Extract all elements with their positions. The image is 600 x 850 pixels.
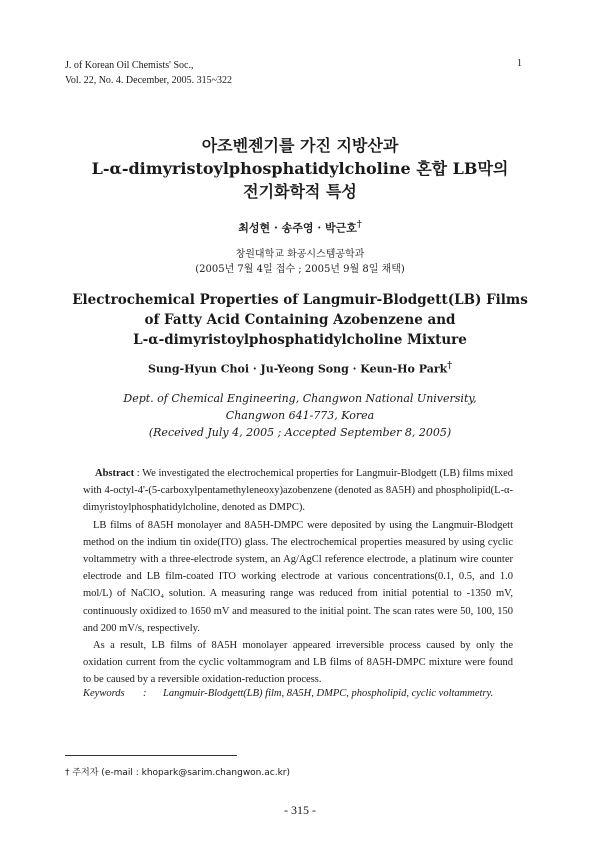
english-title-line: L-α-dimyristoylphosphatidylcholine Mixture — [133, 332, 467, 348]
journal-citation — [65, 58, 232, 88]
korean-affiliation: 창원대학교 화공시스템공학과 — [235, 249, 365, 260]
english-title-line: Electrochemical Properties of Langmuir-Blodgett(LB) Films — [72, 292, 528, 308]
korean-title-line: 전기화학적 특성 — [243, 182, 357, 201]
english-authors — [0, 360, 600, 376]
footnote-divider — [65, 755, 237, 756]
english-dates: (Received July 4, 2005 ; Accepted September 8, 2005) — [148, 426, 452, 439]
korean-title-line: 아조벤젠기를 가진 지방산과 — [201, 136, 399, 155]
korean-dates: (2005년 7월 4일 접수 ; 2005년 9월 8일 채택) — [195, 264, 405, 275]
keywords-label: Keywords — [83, 688, 125, 699]
korean-title — [0, 134, 600, 203]
korean-affiliation-block — [0, 247, 600, 277]
abstract — [83, 465, 513, 689]
english-affiliation-block — [0, 390, 600, 441]
english-title-line: of Fatty Acid Containing Azobenzene and — [144, 312, 456, 328]
page-number: 1 — [517, 58, 522, 69]
korean-author-dagger: † — [356, 219, 362, 230]
abstract-text: : We investigated the electrochemical properties for Langmuir-Blodgett (LB) films mixed with 4-octyl-4'-(5-carboxylpentamethyleneoxy)azobenzene (denoted as 8A5H) and phospholipid(L-α-dimyristoylphosphatidylcholine, denoted as DMPC). — [83, 468, 513, 514]
english-author-dagger: † — [447, 360, 453, 371]
keywords — [83, 686, 513, 702]
abstract-paragraph: LB films of 8A5H monolayer and 8A5H-DMPC were deposited by using the Langmuir-Blodgett method on the indium tin oxide(ITO) glass. The electrochemical properties measured by using cyclic voltammetry with a three-electrode system, an Ag/AgCl reference electrode, a platinum wire counter electrode and LB film-coated ITO working electrode at various concentrations(0.1, 0.5, and 1.0 mol/L) of NaClO₄ solution. A measuring range was reduced from initial potential to -1350 mV, continuously oxidized to 1650 mV and measured to the initial point. The scan rates were 50, 100, 150 and 200 mV/s, respectively. — [83, 519, 513, 634]
english-title — [0, 290, 600, 350]
keywords-separator: : — [143, 688, 147, 699]
page-footer: - 315 - — [284, 803, 316, 817]
korean-title-line: L-α-dimyristoylphosphatidylcholine 혼합 LB막의 — [91, 159, 509, 178]
journal-volume: Vol. 22, No. 4. December, 2005. 315~322 — [65, 75, 233, 86]
abstract-paragraph: As a result, LB films of 8A5H monolayer appeared irreversible process caused by only the oxidation current from the cyclic voltammogram and LB films of 8A5H-DMPC mixture were found to be caused by a reversible oxidation-reduction process. — [83, 640, 513, 686]
korean-authors — [0, 219, 600, 236]
abstract-paragraph — [83, 465, 513, 517]
keywords-text: Langmuir-Blodgett(LB) film, 8A5H, DMPC, phospholipid, cyclic voltammetry. — [163, 688, 494, 699]
abstract-label: Abstract — [95, 468, 135, 479]
english-author-names: Sung-Hyun Choi · Ju-Yeong Song · Keun-Ho Park — [147, 362, 448, 376]
footnote: † 주저자 (e-mail : khopark@sarim.changwon.ac.kr) — [65, 768, 290, 778]
english-affiliation-line: Changwon 641-773, Korea — [225, 409, 375, 422]
korean-author-names: 최성현 · 송주영 · 박근호 — [238, 221, 357, 235]
english-affiliation-line: Dept. of Chemical Engineering, Changwon National University, — [123, 392, 477, 405]
journal-name: J. of Korean Oil Chemists' Soc., — [65, 60, 194, 71]
